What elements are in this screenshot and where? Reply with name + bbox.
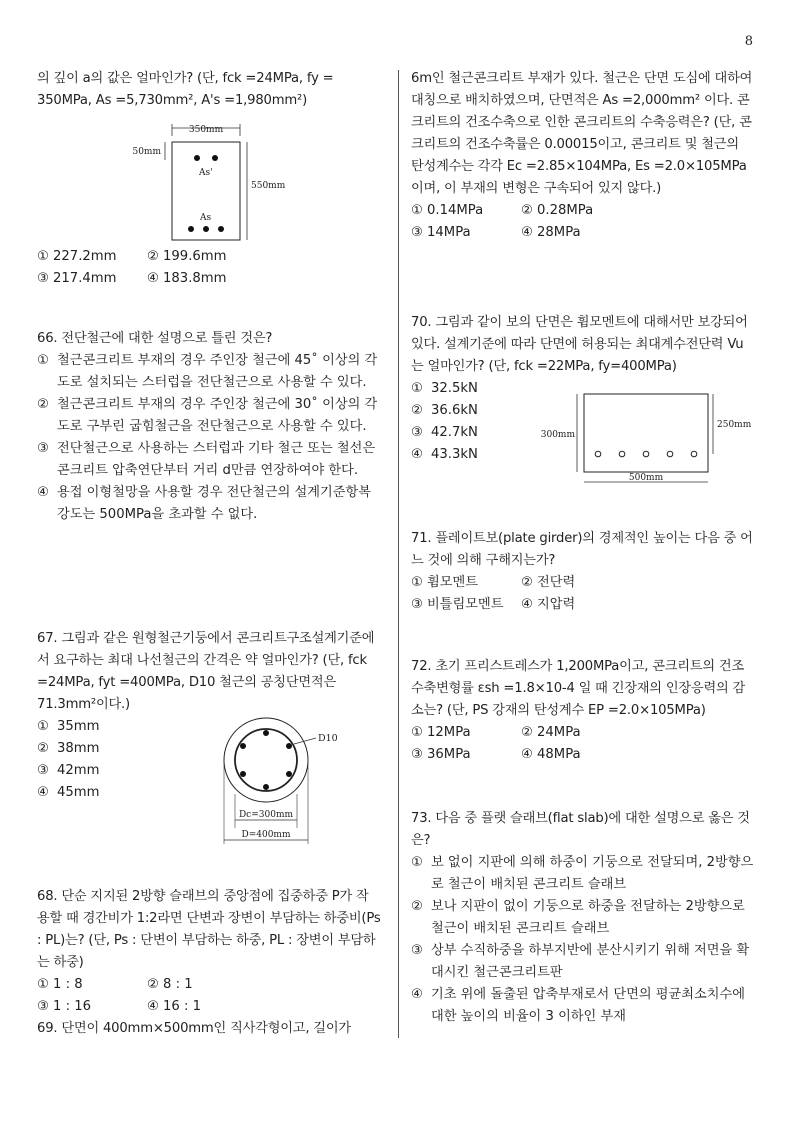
option-4[interactable]: ④ 28MPa <box>521 225 581 240</box>
question-stem: 72. 초기 프리스트레스가 1,200MPa이고, 콘크리트의 건조수축변형률 εsh =1.8×10-4 일 때 긴장재의 인장응력의 감소는? (단, PS 강재의 탄성계수 EP =2.0×105MPa) <box>411 659 746 718</box>
option-4[interactable]: ④ 용접 이형철망을 사용할 경우 전단철근의 설계기준항복강도는 500MPa을 초과할 수 없다. <box>37 485 371 522</box>
options <box>37 974 381 1018</box>
option-2[interactable]: ② 8 : 1 <box>147 977 193 992</box>
column-divider <box>398 70 399 1038</box>
question-stem: 66. 전단철근에 대한 설명으로 틀린 것은? <box>37 331 273 346</box>
option-1[interactable]: ① 227.2mm <box>37 249 117 264</box>
option-3[interactable]: ③ 36MPa <box>411 747 471 762</box>
height-label: 550mm <box>251 181 286 191</box>
option-2[interactable]: ② 철근콘크리트 부재의 경우 주인장 철근에 30˚ 이상의 각도로 구부린 굽힘철근을 전단철근으로 사용할 수 있다. <box>37 397 378 434</box>
options <box>411 572 755 616</box>
question-65-continued <box>37 68 381 286</box>
width-label: 500mm <box>628 473 664 483</box>
option-1[interactable]: ① 35mm <box>37 719 100 734</box>
options <box>37 246 226 290</box>
bar-label: D10 <box>318 733 338 744</box>
option-1[interactable]: ① 32.5kN <box>411 381 478 396</box>
option-4[interactable]: ④ 45mm <box>37 785 100 800</box>
option-1[interactable]: ① 1 : 8 <box>37 977 83 992</box>
width-label: 350mm <box>188 125 224 135</box>
effective-depth-label: 250mm <box>717 420 752 430</box>
option-4[interactable]: ④ 43.3kN <box>411 447 478 462</box>
question-stem: 68. 단순 지지된 2방향 슬래브의 중앙점에 집중하중 P가 작용할 때 경간비가 1:2라면 단변과 장변이 부담하는 하중비(Ps : PL)는? (단, Ps : 단변이 부담하는 하중, PL : 장변이 부담하는 하중) <box>37 889 381 970</box>
option-2[interactable]: ② 36.6kN <box>411 403 478 418</box>
question-72 <box>411 656 755 766</box>
beam-section-figure <box>127 122 307 252</box>
total-height-label: 300mm <box>540 430 575 440</box>
bottom-steel-label: As <box>200 213 212 223</box>
question-stem: 73. 다음 중 플랫 슬래브(flat slab)에 대한 설명으로 옳은 것은? <box>411 811 750 848</box>
question-70 <box>411 312 755 483</box>
question-68 <box>37 886 381 1040</box>
option-4[interactable]: ④ 48MPa <box>521 747 581 762</box>
option-1[interactable]: ① 0.14MPa <box>411 203 484 218</box>
option-3[interactable]: ③ 42mm <box>37 763 100 778</box>
option-3[interactable]: ③ 1 : 16 <box>37 999 92 1014</box>
option-3[interactable]: ③ 비틀림모멘트 <box>411 597 504 612</box>
question-73 <box>411 808 755 1028</box>
option-2[interactable]: ② 0.28MPa <box>521 203 594 218</box>
option-2[interactable]: ② 24MPa <box>521 725 581 740</box>
question-stem: 6m인 철근콘크리트 부재가 있다. 철근은 단면 도심에 대하여 대칭으로 배치하였으며, 단면적은 As =2,000mm² 이다. 콘크리트의 건조수축으로 인한 콘크리트의 수축응력은? (단, 콘크리트의 건조수축률은 0.00015이고, 콘크리트 및 철근의 탄성계수는 각각 Ec =2.85×104MPa, Es =2.0×105MPa이며, 이 부재의 변형은 구속되어 있지 않다.) <box>411 71 753 196</box>
question-71 <box>411 528 755 616</box>
option-3[interactable]: ③ 14MPa <box>411 225 471 240</box>
question-stem: 67. 그림과 같은 원형철근기둥에서 콘크리트구조설계기준에서 요구하는 최대 나선철근의 간격은 약 얼마인가? (단, fck =24MPa, fyt =400MPa, D10 철근의 공칭단면적은 71.3mm²이다.) <box>37 631 375 712</box>
question-stem: 의 깊이 a의 값은 얼마인가? (단, fck =24MPa, fy = 350MPa, As =5,730mm², A's =1,980mm²) <box>37 71 334 108</box>
question-stem: 71. 플레이트보(plate girder)의 경제적인 높이는 다음 중 어느 것에 의해 구해지는가? <box>411 531 753 568</box>
question-69-start: 69. 단면이 400mm×500mm인 직사각형이고, 길이가 <box>37 1021 351 1036</box>
page-number: 8 <box>744 34 753 49</box>
question-67 <box>37 628 381 840</box>
option-4[interactable]: ④ 183.8mm <box>147 271 227 286</box>
beam-section-figure <box>539 390 755 490</box>
option-2[interactable]: ② 199.6mm <box>147 249 227 264</box>
question-stem: 70. 그림과 같이 보의 단면은 휨모멘트에 대해서만 보강되어 있다. 설계기준에 따라 단면에 허용되는 최대계수전단력 Vu는 얼마인가? (단, fck =22MPa, fy=400MPa) <box>411 315 748 374</box>
option-1[interactable]: ① 휨모멘트 <box>411 575 478 590</box>
circular-column-figure <box>222 716 377 848</box>
option-3[interactable]: ③ 42.7kN <box>411 425 478 440</box>
option-2[interactable]: ② 38mm <box>37 741 100 756</box>
question-66 <box>37 328 381 526</box>
options <box>411 378 531 466</box>
option-1[interactable]: ① 철근콘크리트 부재의 경우 주인장 철근에 45˚ 이상의 각도로 설치되는 스터럽을 전단철근으로 사용할 수 있다. <box>37 353 378 390</box>
option-1[interactable]: ① 보 없이 지판에 의해 하중이 기둥으로 전달되며, 2방향으로 철근이 배치된 콘크리트 슬래브 <box>411 855 754 892</box>
option-2[interactable]: ② 전단력 <box>521 575 576 590</box>
option-2[interactable]: ② 보나 지판이 없이 기둥으로 하중을 전달하는 2방향으로 철근이 배치된 콘크리트 슬래브 <box>411 899 745 936</box>
option-4[interactable]: ④ 지압력 <box>521 597 576 612</box>
option-4[interactable]: ④ 16 : 1 <box>147 999 202 1014</box>
options <box>37 716 197 804</box>
outer-dia-label: D=400mm <box>241 830 291 840</box>
option-3[interactable]: ③ 전단철근으로 사용하는 스터럽과 기타 철근 또는 철선은 콘크리트 압축연단부터 거리 d만큼 연장하여야 한다. <box>37 441 376 478</box>
top-steel-label: As' <box>199 168 213 178</box>
options <box>411 200 755 244</box>
option-4[interactable]: ④ 기초 위에 돌출된 압축부재로서 단면의 평균최소치수에 대한 높이의 비율이 3 이하인 부재 <box>411 987 745 1024</box>
core-dia-label: Dc=300mm <box>238 810 294 820</box>
question-69-continued <box>411 68 755 244</box>
cover-label: 50mm <box>132 147 161 157</box>
option-3[interactable]: ③ 상부 수직하중을 하부지반에 분산시키기 위해 저면을 확대시킨 철근콘크리트판 <box>411 943 750 980</box>
options <box>411 722 755 766</box>
option-1[interactable]: ① 12MPa <box>411 725 471 740</box>
option-3[interactable]: ③ 217.4mm <box>37 271 117 286</box>
